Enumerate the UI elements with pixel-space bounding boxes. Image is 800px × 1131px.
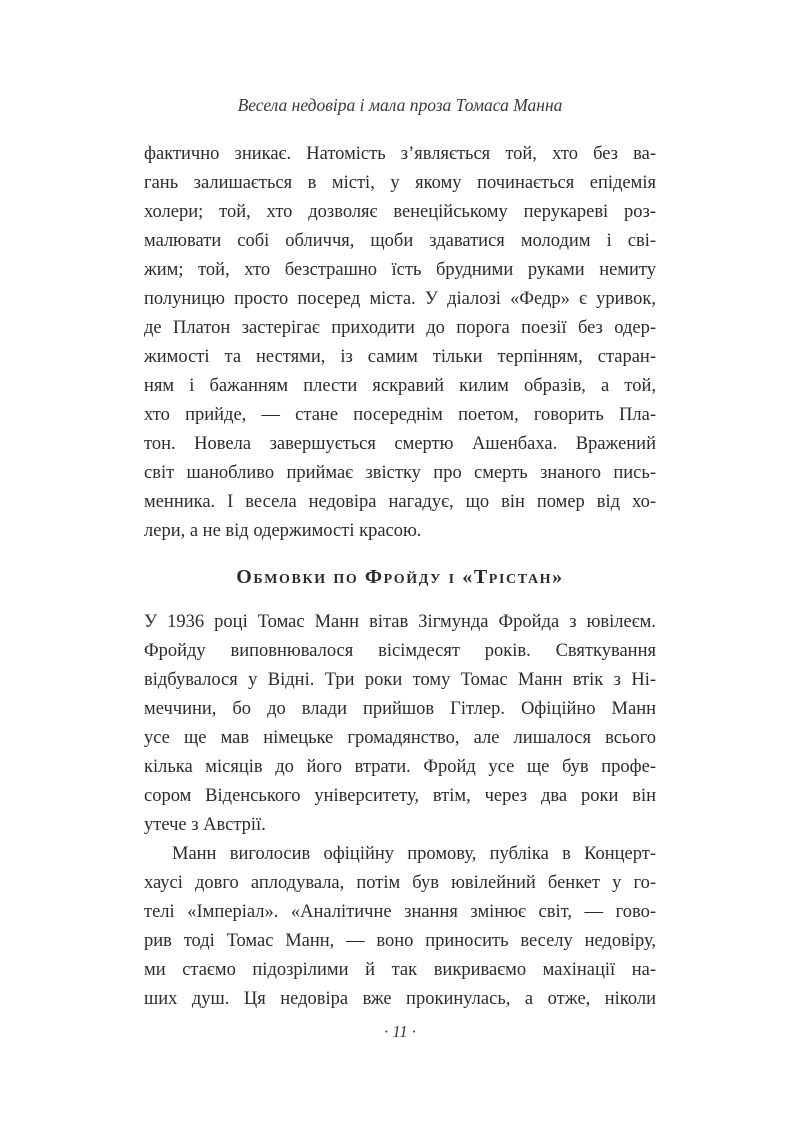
page-body bbox=[144, 140, 656, 1014]
text-line: меччини, бо до влади прийшов Гітлер. Офіційно Манн bbox=[144, 699, 656, 719]
page-number: · 11 · bbox=[384, 1022, 416, 1041]
text-line: жим; той, хто безстрашно їсть брудними руками немиту bbox=[144, 260, 656, 280]
text-line: ням і бажанням плести яскравий килим образів, а той, bbox=[144, 376, 656, 396]
paragraph-mann-speech bbox=[144, 840, 656, 1014]
section-heading: Обмовки по Фройду і «Трістан» bbox=[236, 565, 564, 588]
text-line: полуницю просто посеред міста. У діалозі «Федр» є уривок, bbox=[144, 289, 656, 309]
text-line: де Платон застерігає приходити до порога поезії без одер- bbox=[144, 318, 656, 338]
text-line: лери, а не від одержимості красою. bbox=[144, 521, 422, 541]
text-line: хаусі довго аплодувала, потім був ювілейний бенкет у го- bbox=[144, 873, 656, 893]
paragraph-freud-jubilee bbox=[144, 608, 656, 840]
text-line: ми стаємо підозрілими й так викриваємо махінації на- bbox=[144, 960, 656, 980]
text-line: Фройду виповнювалося вісімдесят років. Святкування bbox=[144, 641, 656, 661]
text-line: тон. Новела завершується смертю Ашенбаха. Вражений bbox=[144, 434, 656, 454]
text-line: сором Віденського університету, втім, через два роки він bbox=[144, 786, 656, 806]
text-line: холери; той, хто дозволяє венеційському перукареві роз- bbox=[144, 202, 656, 222]
text-line: телі «Імперіал». «Аналітичне знання змінює світ, — гово- bbox=[144, 902, 656, 922]
text-line: ших душ. Ця недовіра вже прокинулась, а отже, ніколи bbox=[144, 989, 656, 1009]
paragraph-death-in-venice bbox=[144, 140, 656, 546]
text-line: жимості та нестями, із самим тільки терпінням, старан- bbox=[144, 347, 656, 367]
text-line: Манн виголосив офіційну промову, публіка в Концерт- bbox=[172, 844, 656, 864]
text-line: хто прийде, — стане посереднім поетом, говорить Пла- bbox=[144, 405, 656, 425]
text-line: кілька місяців до його втрати. Фройд усе ще був профе- bbox=[144, 757, 656, 777]
text-line: малювати собі обличчя, щоби здаватися молодим і сві- bbox=[144, 231, 656, 251]
text-line: гань залишається в місті, у якому починається епідемія bbox=[144, 173, 656, 193]
running-header: Весела недовіра і мала проза Томаса Манна bbox=[237, 95, 563, 115]
text-line: фактично зникає. Натомість з’являється той, хто без ва- bbox=[144, 144, 656, 164]
text-line: відбувалося у Відні. Три роки тому Томас Манн втік з Ні- bbox=[144, 670, 656, 690]
text-line: утече з Австрії. bbox=[144, 815, 266, 835]
text-line: усе ще мав німецьке громадянство, але лишалося всього bbox=[144, 728, 656, 748]
text-line: менника. І весела недовіра нагадує, що він помер від хо- bbox=[144, 492, 656, 512]
text-line: рив тоді Томас Манн, — воно приносить веселу недовіру, bbox=[144, 931, 656, 951]
text-line: У 1936 році Томас Манн вітав Зігмунда Фройда з ювілеєм. bbox=[144, 612, 656, 632]
text-line: світ шанобливо приймає звістку про смерть знаного пись- bbox=[144, 463, 656, 483]
